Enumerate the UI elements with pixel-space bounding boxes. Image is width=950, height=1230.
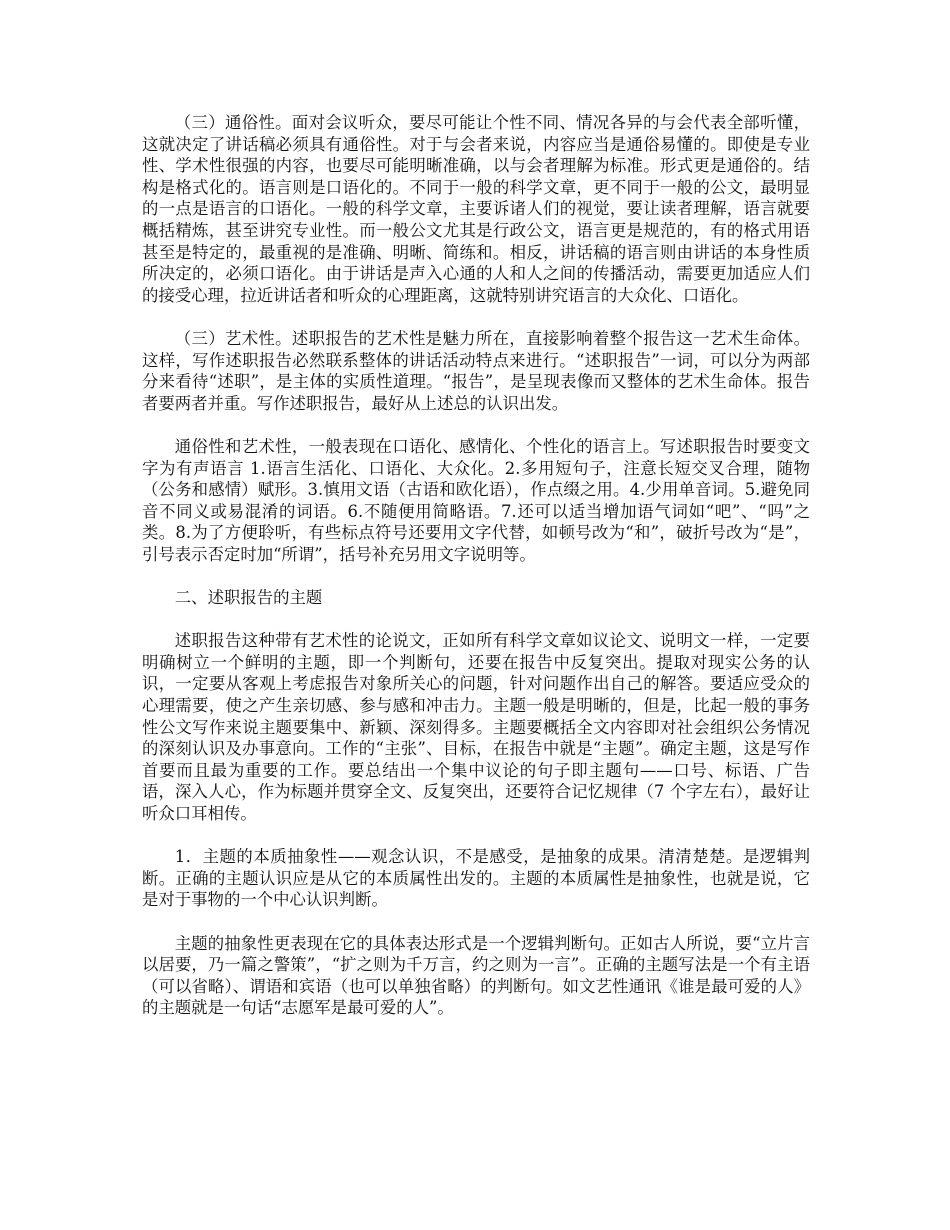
paragraph-language-tips: 通俗性和艺术性，一般表现在口语化、感情化、个性化的语言上。写述职报告时要变文字为有声语言 1.语言生活化、口语化、大众化。2.多用短句子，注意长短交叉合理，随物（公务和感情）赋形。3.慎用文语（古语和欧化语），作点缀之用。4.少用单音词。5.避免同音不同义或易混淆的词语。6.不随便用简略语。7.还可以适当增加语气词如“吧”、“吗”之类。8.为了方便聆听，有些标点符号还要用文字代替，如顿号改为“和”，破折号改为“是”，引号表示否定时加“所谓”，括号补充另用文字说明等。	[142, 436, 810, 564]
section-heading-theme: 二、述职报告的主题	[174, 588, 323, 608]
document-page	[142, 112, 810, 1041]
paragraph-popularity: （三）通俗性。面对会议听众，要尽可能让个性不同、情况各异的与会代表全部听懂，这就决定了讲话稿必须具有通俗性。对于与会者来说，内容应当是通俗易懂的。即使是专业性、学术性很强的内容，也要尽可能明晰准确，以与会者理解为标准。形式更是通俗的。结构是格式化的。语言则是口语化的。不同于一般的科学文章，更不同于一般的公文，最明显的一点是语言的口语化。一般的科学文章，主要诉诸人们的视觉，要让读者理解，语言就要概括精炼，甚至讲究专业性。而一般公文尤其是行政公文，语言更是规范的，有的格式用语甚至是特定的，最重视的是准确、明晰、简练和。相反，讲话稿的语言则由讲话的本身性质所决定的，必须口语化。由于讲话是声入心通的人和人之间的传播活动，需要更加适应人们的接受心理，拉近讲话者和听众的心理距离，这就特别讲究语言的大众化、口语化。	[142, 113, 810, 305]
paragraph-theme-overview: 述职报告这种带有艺术性的论说文，正如所有科学文章如议论文、说明文一样，一定要明确树立一个鲜明的主题，即一个判断句，还要在报告中反复突出。提取对现实公务的认识，一定要从客观上考虑报告对象所关心的问题，针对问题作出自己的解答。要适应受众的心理需要，使之产生亲切感、参与感和冲击力。主题一般是明晰的，但是，比起一般的事务性公文写作来说主题要集中、新颖、深刻得多。主题要概括全文内容即对社会组织公务情况的深刻认识及办事意向。工作的“主张”、目标，在报告中就是“主题”。确定主题，这是写作首要而且最为重要的工作。要总结出一个集中议论的句子即主题句——口号、标语、广告语，深入人心，作为标题并贯穿全文、反复突出，还要符合记忆规律（7 个字左右），最好让听众口耳相传。	[142, 631, 810, 823]
paragraph-theme-abstract: 1．主题的本质抽象性——观念认识，不是感受，是抽象的成果。清清楚楚。是逻辑判断。正确的主题认识应是从它的本质属性出发的。主题的本质属性是抽象性，也就是说，它是对于事物的一个中心认识判断。	[142, 847, 810, 910]
paragraph-artistry: （三）艺术性。述职报告的艺术性是魅力所在，直接影响着整个报告这一艺术生命体。这样，写作述职报告必然联系整体的讲话活动特点来进行。“述职报告”一词，可以分为两部分来看待“述职”，是主体的实质性道理。“报告”，是呈现表像而又整体的艺术生命体。报告者要两者并重。写作述职报告，最好从上述总的认识出发。	[142, 328, 810, 413]
paragraph-theme-judgment: 主题的抽象性更表现在它的具体表达形式是一个逻辑判断句。正如古人所说，要“立片言以居要，乃一篇之警策”，“扩之则为千万言，约之则为一言”。正确的主题写法是一个有主语（可以省略）、谓语和宾语（也可以单独省略）的判断句。如文艺性通讯《谁是最可爱的人》的主题就是一句话“志愿军是最可爱的人”。	[142, 933, 810, 1018]
